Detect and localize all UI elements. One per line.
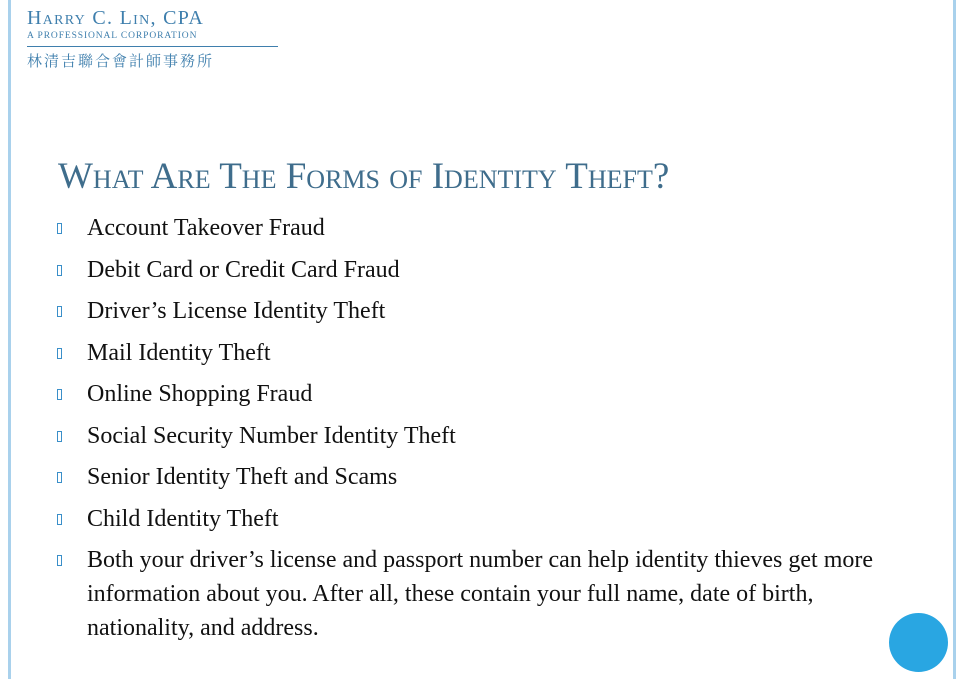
bullet-text: Senior Identity Theft and Scams [87,464,398,490]
logo-firm-name: Harry C. Lin, CPA [27,7,205,29]
logo-divider [27,46,278,47]
list-item [55,543,875,645]
bullet-icon [57,389,62,400]
bullet-icon [57,223,62,234]
bullet-icon [57,348,62,359]
bullet-text: Debit Card or Credit Card Fraud [87,256,400,283]
logo-chinese-name: 林清吉聯合會計師事務所 [27,52,215,70]
list-item [55,211,875,245]
bullet-text: Mail Identity Theft [87,339,271,366]
bullet-icon [57,472,62,483]
bullet-text: Both your driver’s license and passport number can help identity thieves get more information about you. After all, these contain your full name, date of birth, nationality, and address. [87,547,874,641]
bullet-icon [57,514,62,525]
bullet-icon [57,265,62,276]
list-item [55,294,875,328]
slide-border-left [8,0,11,679]
decorative-circle [889,613,948,672]
slide-border-right [953,0,956,679]
bullet-text: Online Shopping Fraud [87,381,313,407]
bullet-list [55,211,875,653]
firm-logo [27,6,278,72]
bullet-icon [57,431,62,442]
list-item [55,502,875,536]
bullet-text: Account Takeover Fraud [87,215,325,241]
bullet-icon [57,306,62,317]
bullet-text: Driver’s License Identity Theft [87,298,386,324]
list-item [55,377,875,411]
logo-subtitle: A PROFESSIONAL CORPORATION [27,31,198,41]
list-item [55,336,875,370]
bullet-text: Social Security Number Identity Theft [87,422,456,449]
list-item [55,419,875,453]
list-item [55,460,875,494]
bullet-text: Child Identity Theft [87,505,279,532]
bullet-icon [57,555,62,566]
list-item [55,253,875,287]
slide-title: What Are The Forms of Identity Theft? [58,156,670,197]
